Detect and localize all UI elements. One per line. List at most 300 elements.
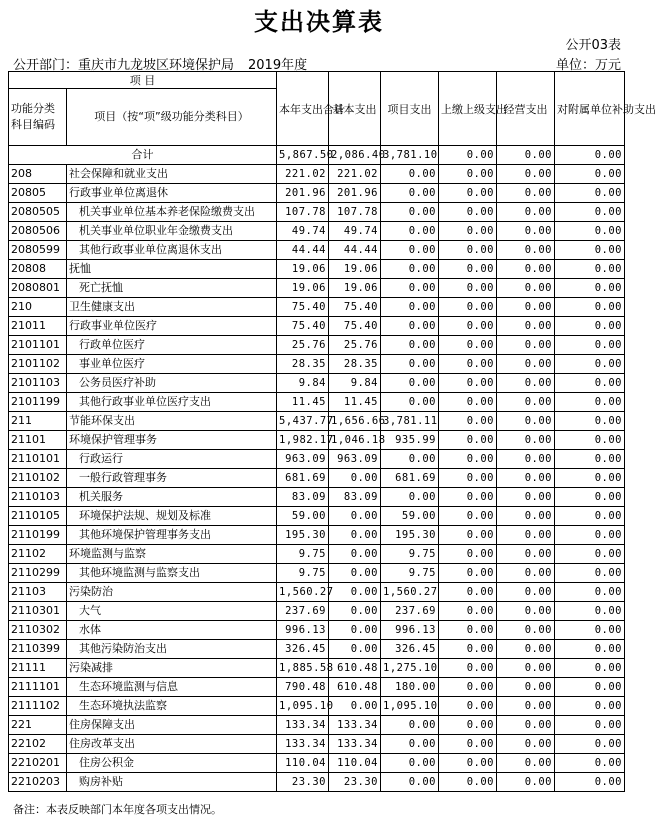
row-value: 0.00 <box>329 583 381 602</box>
row-value: 5,437.77 <box>277 412 329 431</box>
row-value: 0.00 <box>497 241 555 260</box>
row-value: 0.00 <box>497 317 555 336</box>
row-value: 0.00 <box>555 279 625 298</box>
row-value: 0.00 <box>497 374 555 393</box>
row-value: 0.00 <box>439 716 497 735</box>
row-value: 221.02 <box>329 165 381 184</box>
row-name: 污染防治 <box>67 583 277 602</box>
row-value: 201.96 <box>329 184 381 203</box>
row-value: 0.00 <box>439 621 497 640</box>
row-name: 机关事业单位职业年金缴费支出 <box>67 222 277 241</box>
row-value: 9.75 <box>277 545 329 564</box>
row-value: 0.00 <box>439 507 497 526</box>
row-value: 0.00 <box>439 659 497 678</box>
row-value: 1,560.27 <box>381 583 439 602</box>
row-code: 21103 <box>9 583 67 602</box>
col-header-total: 本年支出合计 <box>277 72 329 146</box>
row-value: 0.00 <box>381 279 439 298</box>
row-value: 0.00 <box>497 184 555 203</box>
row-value: 610.48 <box>329 659 381 678</box>
row-name: 其他污染防治支出 <box>67 640 277 659</box>
row-value: 0.00 <box>555 678 625 697</box>
row-value: 25.76 <box>329 336 381 355</box>
table-row <box>9 431 625 450</box>
row-code: 21111 <box>9 659 67 678</box>
row-value: 1,046.18 <box>329 431 381 450</box>
row-value: 237.69 <box>277 602 329 621</box>
table-row <box>9 355 625 374</box>
row-value: 44.44 <box>277 241 329 260</box>
row-value: 75.40 <box>329 298 381 317</box>
row-value: 996.13 <box>277 621 329 640</box>
row-value: 0.00 <box>555 488 625 507</box>
row-value: 0.00 <box>439 754 497 773</box>
row-value: 0.00 <box>497 298 555 317</box>
table-row <box>9 241 625 260</box>
row-value: 0.00 <box>497 260 555 279</box>
row-value: 0.00 <box>555 697 625 716</box>
table-row <box>9 678 625 697</box>
row-code: 22102 <box>9 735 67 754</box>
row-value: 11.45 <box>277 393 329 412</box>
row-value: 0.00 <box>439 583 497 602</box>
row-code: 20805 <box>9 184 67 203</box>
row-value: 0.00 <box>555 602 625 621</box>
row-value: 0.00 <box>439 602 497 621</box>
row-value: 0.00 <box>381 317 439 336</box>
footnote: 备注：本表反映部门本年度各项支出情况。 <box>13 803 222 816</box>
row-value: 0.00 <box>439 260 497 279</box>
row-code: 2210201 <box>9 754 67 773</box>
row-value: 0.00 <box>381 222 439 241</box>
row-value: 9.75 <box>277 564 329 583</box>
row-value: 0.00 <box>555 431 625 450</box>
total-label: 合计 <box>9 146 277 165</box>
row-value: 0.00 <box>555 507 625 526</box>
row-value: 0.00 <box>381 393 439 412</box>
table-row <box>9 279 625 298</box>
table-row <box>9 203 625 222</box>
row-name: 其他环境监测与监察支出 <box>67 564 277 583</box>
row-value: 0.00 <box>329 469 381 488</box>
row-code: 20808 <box>9 260 67 279</box>
row-value: 0.00 <box>439 374 497 393</box>
table-row <box>9 735 625 754</box>
row-value: 0.00 <box>439 165 497 184</box>
row-value: 110.04 <box>277 754 329 773</box>
row-code: 2110399 <box>9 640 67 659</box>
col-header-remit: 上缴上级支出 <box>439 72 497 146</box>
row-code: 2101102 <box>9 355 67 374</box>
row-value: 0.00 <box>555 583 625 602</box>
form-number: 公开03表 <box>565 38 621 53</box>
row-name: 一般行政管理事务 <box>67 469 277 488</box>
row-value: 59.00 <box>381 507 439 526</box>
table-row <box>9 260 625 279</box>
row-name: 环境监测与监察 <box>67 545 277 564</box>
row-value: 0.00 <box>329 526 381 545</box>
row-value: 681.69 <box>381 469 439 488</box>
row-value: 0.00 <box>439 640 497 659</box>
row-value: 0.00 <box>497 716 555 735</box>
row-value: 0.00 <box>497 412 555 431</box>
table-row <box>9 469 625 488</box>
total-value: 5,867.50 <box>277 146 329 165</box>
row-value: 195.30 <box>381 526 439 545</box>
row-value: 0.00 <box>497 355 555 374</box>
table-row <box>9 222 625 241</box>
row-value: 0.00 <box>497 222 555 241</box>
col-header-basic: 基本支出 <box>329 72 381 146</box>
row-value: 0.00 <box>381 260 439 279</box>
table-row <box>9 393 625 412</box>
row-value: 9.75 <box>381 545 439 564</box>
table-row <box>9 754 625 773</box>
row-value: 0.00 <box>439 450 497 469</box>
row-value: 0.00 <box>555 393 625 412</box>
row-code: 2110199 <box>9 526 67 545</box>
row-value: 0.00 <box>497 165 555 184</box>
row-value: 0.00 <box>381 754 439 773</box>
row-value: 49.74 <box>329 222 381 241</box>
row-value: 133.34 <box>329 735 381 754</box>
row-value: 0.00 <box>555 640 625 659</box>
row-value: 1,095.10 <box>277 697 329 716</box>
row-value: 0.00 <box>497 336 555 355</box>
row-value: 75.40 <box>277 317 329 336</box>
row-value: 133.34 <box>277 735 329 754</box>
row-value: 0.00 <box>497 773 555 792</box>
expenditure-table <box>8 71 656 792</box>
row-code: 2110102 <box>9 469 67 488</box>
row-value: 107.78 <box>277 203 329 222</box>
table-row <box>9 602 625 621</box>
row-name: 机关服务 <box>67 488 277 507</box>
row-value: 0.00 <box>381 735 439 754</box>
row-value: 0.00 <box>497 469 555 488</box>
row-value: 0.00 <box>497 659 555 678</box>
row-value: 0.00 <box>497 678 555 697</box>
col-header-project: 项目支出 <box>381 72 439 146</box>
row-value: 0.00 <box>555 526 625 545</box>
row-value: 0.00 <box>329 564 381 583</box>
row-value: 75.40 <box>277 298 329 317</box>
row-name: 卫生健康支出 <box>67 298 277 317</box>
row-value: 0.00 <box>497 564 555 583</box>
table-row <box>9 412 625 431</box>
row-value: 0.00 <box>329 507 381 526</box>
row-code: 2110103 <box>9 488 67 507</box>
row-value: 0.00 <box>555 374 625 393</box>
table-row <box>9 507 625 526</box>
row-code: 21101 <box>9 431 67 450</box>
row-value: 0.00 <box>555 621 625 640</box>
row-value: 107.78 <box>329 203 381 222</box>
row-value: 1,885.58 <box>277 659 329 678</box>
row-name: 机关事业单位基本养老保险缴费支出 <box>67 203 277 222</box>
row-value: 0.00 <box>555 203 625 222</box>
table-row <box>9 621 625 640</box>
row-value: 0.00 <box>555 659 625 678</box>
row-name: 购房补贴 <box>67 773 277 792</box>
row-value: 0.00 <box>555 241 625 260</box>
row-name: 抚恤 <box>67 260 277 279</box>
row-name: 污染减排 <box>67 659 277 678</box>
row-name: 环境保护管理事务 <box>67 431 277 450</box>
row-value: 1,982.17 <box>277 431 329 450</box>
row-value: 0.00 <box>439 393 497 412</box>
row-name: 生态环境监测与信息 <box>67 678 277 697</box>
row-value: 0.00 <box>497 203 555 222</box>
table-row <box>9 374 625 393</box>
row-value: 0.00 <box>555 355 625 374</box>
row-code: 2080599 <box>9 241 67 260</box>
row-value: 963.09 <box>277 450 329 469</box>
row-name: 水体 <box>67 621 277 640</box>
row-value: 996.13 <box>381 621 439 640</box>
page-title: 支出决算表 <box>254 7 384 36</box>
table-row <box>9 488 625 507</box>
row-value: 1,656.66 <box>329 412 381 431</box>
row-name: 行政单位医疗 <box>67 336 277 355</box>
row-value: 9.75 <box>381 564 439 583</box>
row-value: 0.00 <box>497 488 555 507</box>
table-row <box>9 659 625 678</box>
row-value: 28.35 <box>277 355 329 374</box>
row-name: 行政事业单位离退休 <box>67 184 277 203</box>
row-value: 0.00 <box>555 260 625 279</box>
row-name: 生态环境执法监察 <box>67 697 277 716</box>
row-name: 公务员医疗补助 <box>67 374 277 393</box>
row-code: 2101103 <box>9 374 67 393</box>
row-value: 0.00 <box>497 393 555 412</box>
row-value: 0.00 <box>381 716 439 735</box>
row-name: 住房改革支出 <box>67 735 277 754</box>
row-name: 住房公积金 <box>67 754 277 773</box>
row-value: 0.00 <box>381 450 439 469</box>
row-value: 0.00 <box>497 735 555 754</box>
row-code: 210 <box>9 298 67 317</box>
row-value: 1,560.27 <box>277 583 329 602</box>
row-value: 681.69 <box>277 469 329 488</box>
row-name: 住房保障支出 <box>67 716 277 735</box>
row-value: 9.84 <box>277 374 329 393</box>
row-value: 0.00 <box>555 773 625 792</box>
row-value: 0.00 <box>497 507 555 526</box>
row-code: 2110105 <box>9 507 67 526</box>
row-code: 2111102 <box>9 697 67 716</box>
table-row <box>9 583 625 602</box>
row-value: 0.00 <box>381 165 439 184</box>
row-code: 2080801 <box>9 279 67 298</box>
table-row <box>9 545 625 564</box>
row-value: 0.00 <box>497 621 555 640</box>
row-value: 0.00 <box>439 184 497 203</box>
row-value: 326.45 <box>277 640 329 659</box>
row-value: 110.04 <box>329 754 381 773</box>
row-value: 0.00 <box>329 697 381 716</box>
row-value: 935.99 <box>381 431 439 450</box>
row-code: 2080506 <box>9 222 67 241</box>
row-value: 0.00 <box>497 583 555 602</box>
row-value: 0.00 <box>497 697 555 716</box>
row-code: 2110302 <box>9 621 67 640</box>
row-value: 0.00 <box>439 279 497 298</box>
row-value: 0.00 <box>439 298 497 317</box>
row-value: 0.00 <box>555 545 625 564</box>
row-value: 0.00 <box>555 564 625 583</box>
row-name: 行政事业单位医疗 <box>67 317 277 336</box>
row-value: 221.02 <box>277 165 329 184</box>
row-value: 0.00 <box>439 678 497 697</box>
row-value: 133.34 <box>277 716 329 735</box>
row-value: 44.44 <box>329 241 381 260</box>
row-value: 0.00 <box>381 773 439 792</box>
row-code: 2110299 <box>9 564 67 583</box>
table-row <box>9 317 625 336</box>
row-value: 0.00 <box>555 165 625 184</box>
total-value: 0.00 <box>497 146 555 165</box>
total-value: 0.00 <box>439 146 497 165</box>
row-value: 0.00 <box>439 469 497 488</box>
row-value: 19.06 <box>329 279 381 298</box>
row-name: 大气 <box>67 602 277 621</box>
row-value: 0.00 <box>439 203 497 222</box>
row-name: 其他行政事业单位医疗支出 <box>67 393 277 412</box>
row-value: 0.00 <box>439 488 497 507</box>
table-row <box>9 526 625 545</box>
row-name: 行政运行 <box>67 450 277 469</box>
row-value: 0.00 <box>555 754 625 773</box>
col-header-name: 项目（按“项”级功能分类科目） <box>67 89 277 146</box>
row-value: 0.00 <box>329 602 381 621</box>
row-name: 其他行政事业单位离退休支出 <box>67 241 277 260</box>
row-value: 0.00 <box>439 241 497 260</box>
row-value: 0.00 <box>381 241 439 260</box>
row-code: 2110301 <box>9 602 67 621</box>
row-value: 83.09 <box>277 488 329 507</box>
row-code: 2080505 <box>9 203 67 222</box>
row-value: 0.00 <box>555 222 625 241</box>
row-value: 0.00 <box>439 697 497 716</box>
row-code: 2210203 <box>9 773 67 792</box>
row-value: 180.00 <box>381 678 439 697</box>
row-value: 0.00 <box>555 336 625 355</box>
row-value: 59.00 <box>277 507 329 526</box>
row-value: 0.00 <box>555 469 625 488</box>
row-value: 0.00 <box>555 412 625 431</box>
row-value: 19.06 <box>277 260 329 279</box>
row-value: 0.00 <box>439 336 497 355</box>
row-value: 0.00 <box>439 526 497 545</box>
row-value: 3,781.11 <box>381 412 439 431</box>
col-header-code: 功能分类科目编码 <box>9 89 67 146</box>
row-value: 0.00 <box>497 450 555 469</box>
row-value: 0.00 <box>381 298 439 317</box>
row-value: 75.40 <box>329 317 381 336</box>
row-value: 0.00 <box>439 564 497 583</box>
row-value: 19.06 <box>329 260 381 279</box>
row-value: 0.00 <box>439 773 497 792</box>
total-value: 0.00 <box>555 146 625 165</box>
row-code: 208 <box>9 165 67 184</box>
row-value: 0.00 <box>497 279 555 298</box>
row-value: 0.00 <box>555 450 625 469</box>
row-value: 790.48 <box>277 678 329 697</box>
row-value: 0.00 <box>381 488 439 507</box>
table-row <box>9 716 625 735</box>
table-row <box>9 298 625 317</box>
row-value: 0.00 <box>381 336 439 355</box>
row-name: 事业单位医疗 <box>67 355 277 374</box>
row-value: 25.76 <box>277 336 329 355</box>
row-value: 237.69 <box>381 602 439 621</box>
total-row <box>9 146 625 165</box>
row-name: 其他环境保护管理事务支出 <box>67 526 277 545</box>
row-value: 11.45 <box>329 393 381 412</box>
row-value: 23.30 <box>329 773 381 792</box>
row-value: 201.96 <box>277 184 329 203</box>
table-row <box>9 640 625 659</box>
total-value: 2,086.40 <box>329 146 381 165</box>
row-name: 死亡抚恤 <box>67 279 277 298</box>
table-row <box>9 697 625 716</box>
department-name: 公开部门：重庆市九龙坡区环境保护局 <box>13 58 235 73</box>
row-value: 0.00 <box>497 526 555 545</box>
row-code: 211 <box>9 412 67 431</box>
row-code: 2101199 <box>9 393 67 412</box>
table-row <box>9 564 625 583</box>
table-row <box>9 184 625 203</box>
row-value: 0.00 <box>329 545 381 564</box>
row-value: 0.00 <box>381 203 439 222</box>
row-value: 0.00 <box>555 317 625 336</box>
row-value: 0.00 <box>497 754 555 773</box>
row-value: 326.45 <box>381 640 439 659</box>
row-value: 0.00 <box>497 602 555 621</box>
row-value: 9.84 <box>329 374 381 393</box>
row-code: 21011 <box>9 317 67 336</box>
row-name: 环境保护法规、规划及标准 <box>67 507 277 526</box>
row-value: 0.00 <box>439 222 497 241</box>
row-value: 1,275.10 <box>381 659 439 678</box>
row-value: 0.00 <box>439 355 497 374</box>
row-value: 49.74 <box>277 222 329 241</box>
row-name: 节能环保支出 <box>67 412 277 431</box>
row-value: 0.00 <box>555 716 625 735</box>
row-value: 0.00 <box>555 184 625 203</box>
row-code: 21102 <box>9 545 67 564</box>
row-value: 19.06 <box>277 279 329 298</box>
table-row <box>9 165 625 184</box>
row-value: 83.09 <box>329 488 381 507</box>
row-name: 社会保障和就业支出 <box>67 165 277 184</box>
row-value: 0.00 <box>439 431 497 450</box>
row-value: 0.00 <box>381 184 439 203</box>
row-value: 0.00 <box>497 545 555 564</box>
row-value: 0.00 <box>439 735 497 754</box>
row-value: 0.00 <box>555 735 625 754</box>
row-value: 0.00 <box>439 317 497 336</box>
unit-label: 单位：万元 <box>555 58 621 73</box>
row-value: 0.00 <box>381 355 439 374</box>
total-value: 3,781.10 <box>381 146 439 165</box>
row-value: 23.30 <box>277 773 329 792</box>
row-value: 195.30 <box>277 526 329 545</box>
row-value: 0.00 <box>381 374 439 393</box>
row-value: 0.00 <box>497 640 555 659</box>
row-value: 0.00 <box>497 431 555 450</box>
